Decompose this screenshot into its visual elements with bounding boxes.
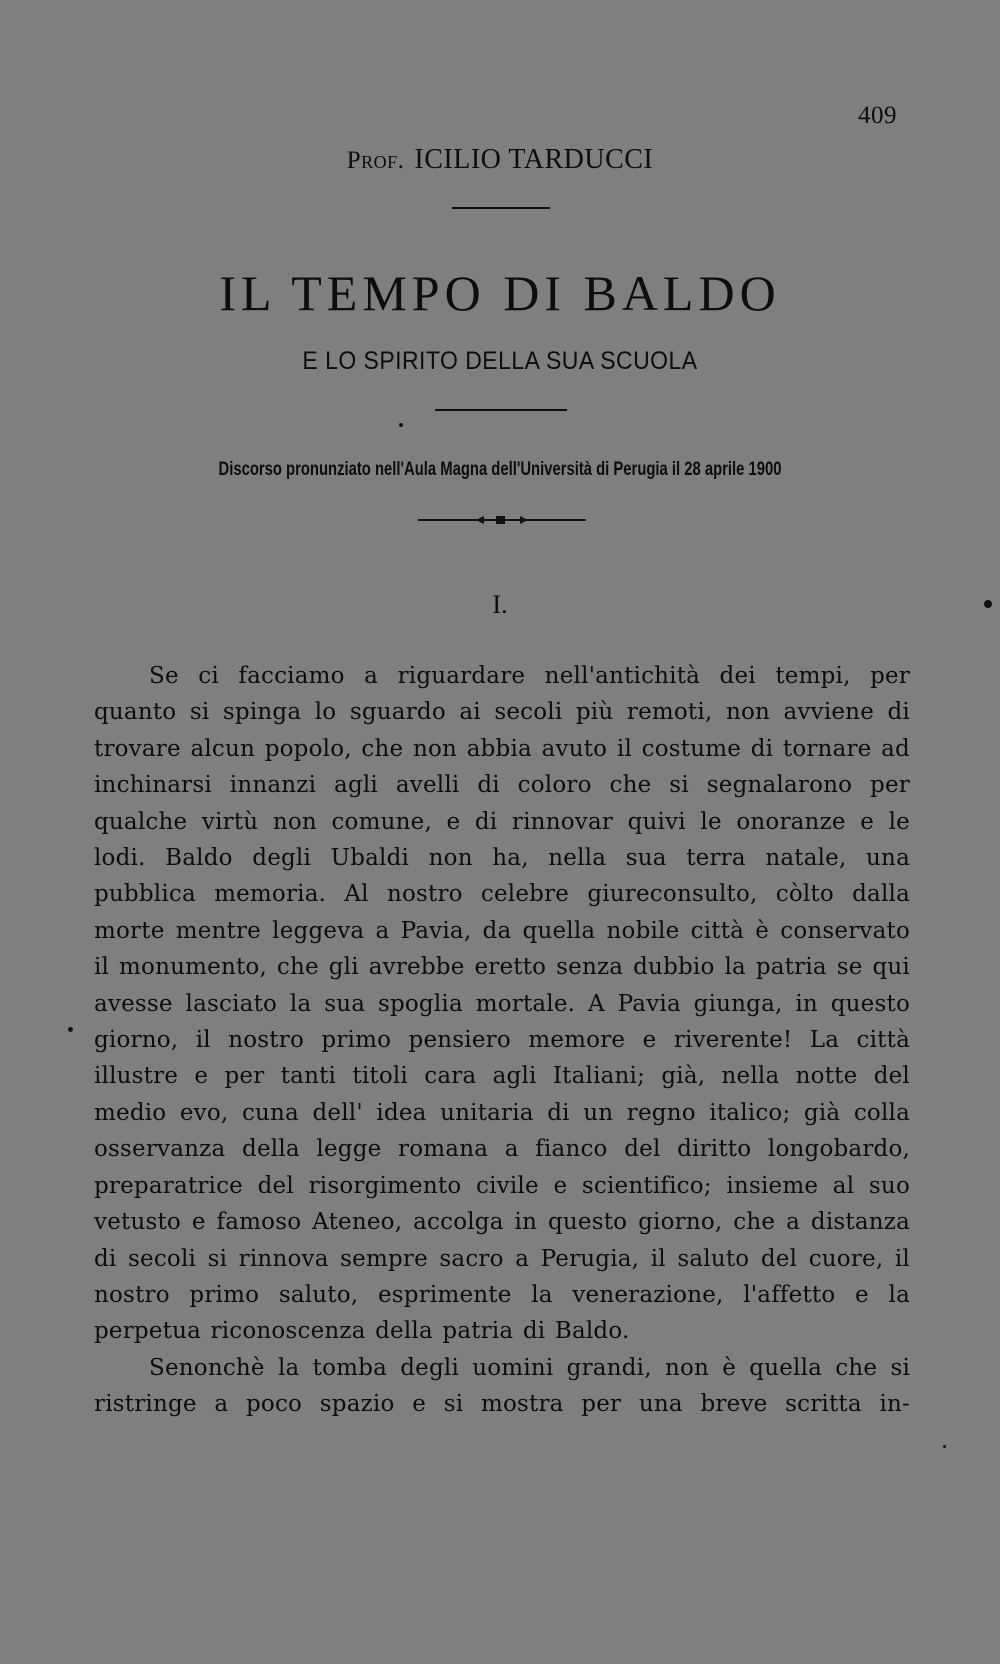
paragraph: Senonchè la tomba degli uomini grandi, non è quella che si ristringe a poco spazio e si mostra per una breve scritta in- <box>94 1354 910 1418</box>
document-title: IL TEMPO DI BALDO <box>219 265 781 321</box>
scan-speck <box>68 1027 73 1032</box>
scan-speck <box>984 600 992 608</box>
divider-rule <box>452 207 550 209</box>
author-name: ICILIO TARDUCCI <box>414 144 654 175</box>
scan-speck <box>399 423 403 427</box>
ornament-divider <box>418 512 586 528</box>
author-prefix: Prof. <box>346 147 405 174</box>
divider-rule <box>435 409 567 411</box>
paragraph: Se ci facciamo a riguardare nell'antichità dei tempi, per quanto si spinga lo sguardo ai secoli più remoti, non avviene di trovare alcun popolo, che non abbia avuto il costume di tornare ad inchinarsi innanzi agli avelli di coloro che si segnalarono per qualche virtù non comune, e di rinnovar quivi le onoranze e le lodi. Baldo degli Ubaldi non ha, nella sua terra natale, una pubblica memoria. Al nostro celebre giureconsulto, còlto dalla morte mentre leggeva a Pavia, da quella nobile città è conservato il monumento, che gli avrebbe eretto senza dubbio la patria se qui avesse lasciato la sua spoglia mortale. A Pavia giunga, in questo giorno, il nostro primo pensiero memore e riverente! La città illustre e per tanti titoli cara agli Italiani; già, nella notte del medio evo, cuna dell' idea unitaria di un regno italico; già colla osservanza della legge romana a fianco del diritto longobardo, preparatrice del risorgimento civile e scientifico; insieme al suo vetusto e famoso Ateneo, accolga in questo giorno, che a distanza di secoli si rinnova sempre sacro a Perugia, il saluto del cuore, il nostro primo saluto, esprimente la venerazione, l'affetto e la perpetua riconoscenza della patria di Baldo. <box>94 663 910 1345</box>
section-number: I. <box>492 590 508 619</box>
scan-speck <box>943 1445 946 1448</box>
document-subtitle: E LO SPIRITO DELLA SUA SCUOLA <box>302 347 698 375</box>
author-line <box>0 144 1000 176</box>
page-number: 409 <box>858 102 897 129</box>
occasion-note: Discorso pronunziato nell'Aula Magna dell'Università di Perugia il 28 aprile 1900 <box>218 459 782 480</box>
body-text <box>94 658 910 1423</box>
